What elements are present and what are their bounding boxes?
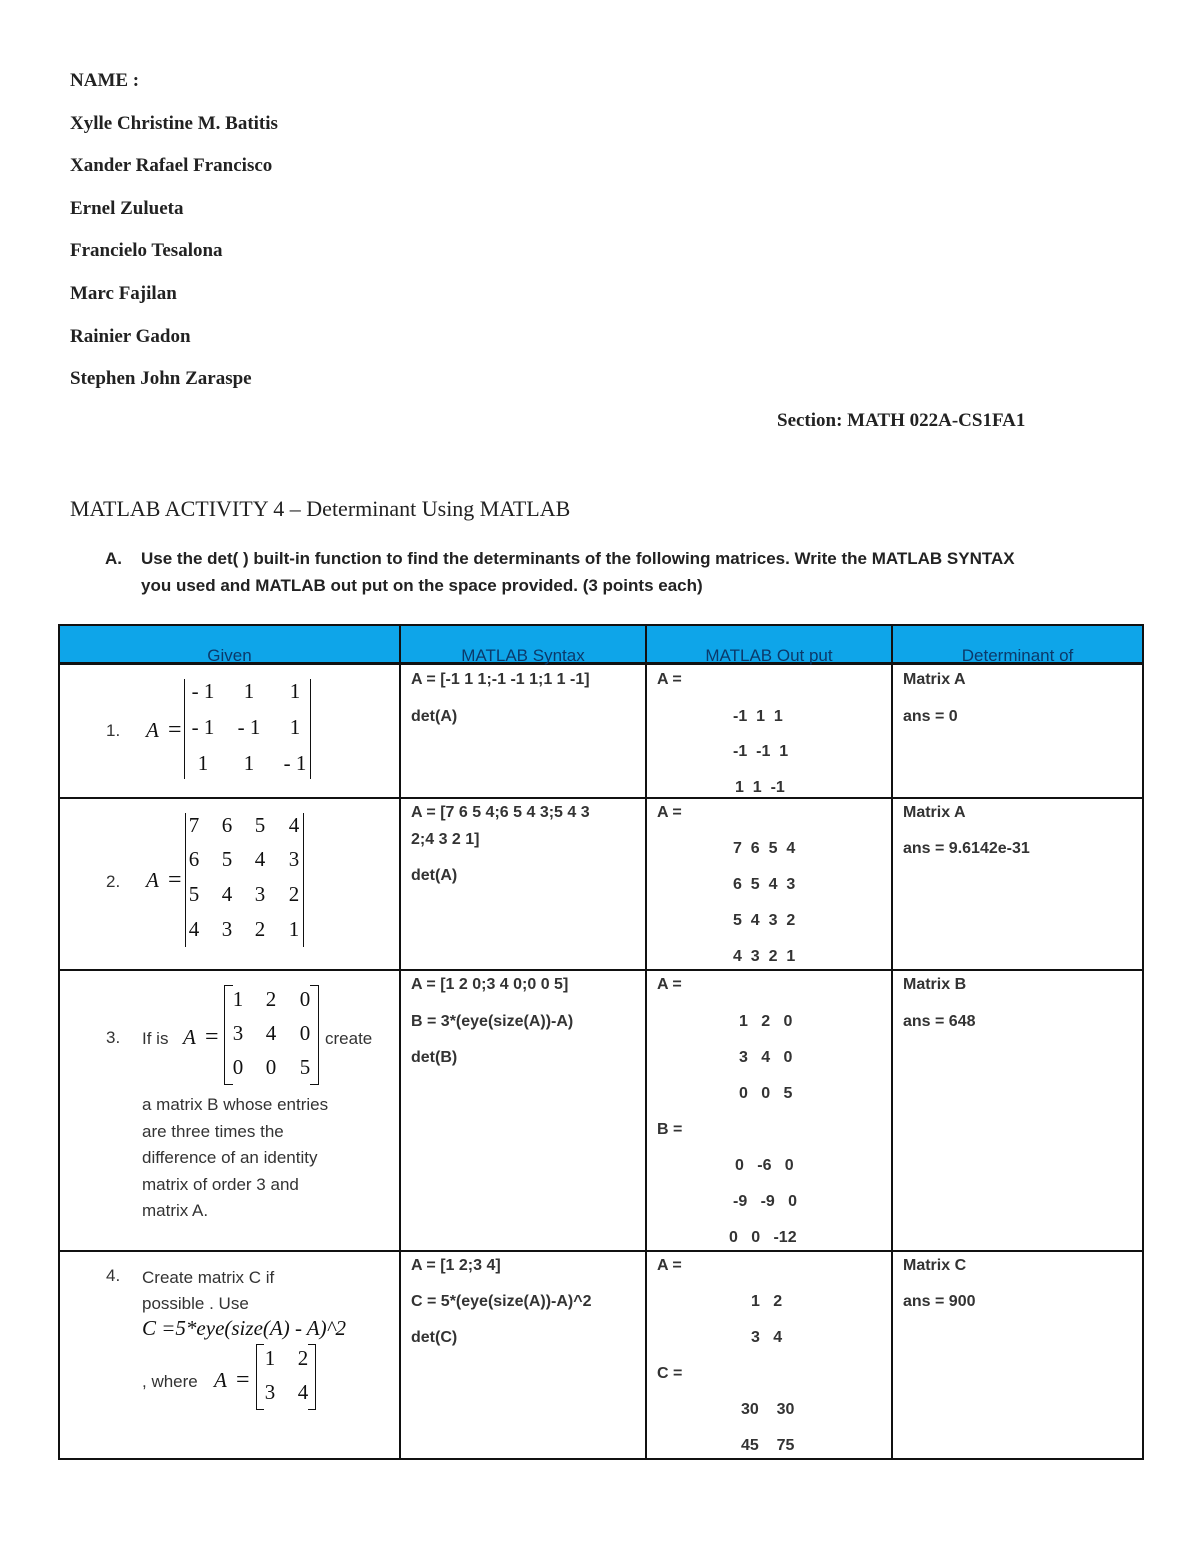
given-cell	[60, 799, 399, 969]
syntax-line: B = 3*(eye(size(A))-A)	[411, 1013, 574, 1030]
member-name: Ernel Zulueta	[70, 197, 184, 219]
determinant-cell	[893, 1252, 1142, 1458]
syntax-line: det(A)	[411, 867, 458, 884]
table-row	[59, 664, 1143, 799]
equals-sign: =	[236, 1367, 250, 1393]
syntax-line: A = [7 6 5 4;6 5 4 3;5 4 3	[411, 804, 590, 821]
item-number: 1.	[106, 721, 121, 740]
determinant-cell	[893, 665, 1142, 797]
matrix-bracket: 1 2 0 3 4 0 0 0 5	[224, 985, 320, 1087]
det-value: ans = 648	[903, 1013, 976, 1030]
member-name: Xylle Christine M. Batitis	[70, 112, 278, 134]
det-value: ans = 9.6142e-31	[903, 840, 1030, 857]
matrix-var: A	[146, 718, 159, 742]
table-row	[59, 798, 1143, 970]
det-label: Matrix A	[903, 671, 966, 688]
member-list	[70, 68, 278, 409]
det-value: ans = 0	[903, 708, 958, 725]
matrix-bracket: 1 2 3 4	[256, 1344, 320, 1414]
det-label: Matrix B	[903, 976, 967, 993]
syntax-cell	[401, 799, 645, 969]
determinant-matrix: 7 6 5 4 6 5 4 3 5 4 3 2 4 3 2 1	[185, 813, 305, 963]
syntax-line: C = 5*(eye(size(A))-A)^2	[411, 1293, 592, 1310]
matrix-var: A	[146, 868, 159, 892]
syntax-line: A = [1 2;3 4]	[411, 1257, 501, 1274]
output-cell: A = 1 2 0 3 4 0 0 0 5 B = 0 -6 0 -9 -9 0 0 0 -12	[657, 976, 798, 1246]
given-cell	[60, 665, 399, 797]
syntax-line: det(C)	[411, 1329, 458, 1346]
instruction	[105, 545, 1135, 599]
member-name: Francielo Tesalona	[70, 240, 223, 262]
header-output: MATLAB Out put	[646, 625, 892, 664]
syntax-line: A = [-1 1 1;-1 -1 1;1 1 -1]	[411, 671, 590, 688]
where-label: , where	[142, 1372, 198, 1391]
matrix-var: A	[183, 1025, 196, 1049]
section-label: Section: MATH 022A-CS1FA1	[777, 410, 1026, 431]
det-value: ans = 900	[903, 1293, 976, 1310]
member-name: Rainier Gadon	[70, 325, 191, 347]
det-label: Matrix C	[903, 1257, 967, 1274]
given-prefix: If is	[142, 1029, 169, 1048]
answer-table	[58, 624, 1144, 1460]
syntax-cell	[401, 665, 645, 797]
table-row	[59, 970, 1143, 1251]
item-number: 4.	[106, 1266, 121, 1285]
matrix-var: A	[214, 1368, 227, 1392]
name-label: NAME :	[70, 70, 140, 91]
item-number: 3.	[106, 1028, 121, 1047]
instruction-line-1: Use the det( ) built-in function to find the determinants of the following matrices. Write the MATLAB SYNTAX	[141, 549, 1015, 568]
syntax-line: det(A)	[411, 708, 458, 725]
equals-sign: =	[168, 867, 182, 893]
determinant-matrix: - 1 1 1 - 1 - 1 1 1 1 - 1	[184, 679, 314, 789]
header-determinant: Determinant of	[892, 625, 1143, 664]
member-name: Stephen John Zaraspe	[70, 368, 252, 390]
determinant-cell	[893, 971, 1142, 1250]
syntax-cell	[401, 1252, 645, 1458]
syntax-line: det(B)	[411, 1049, 458, 1066]
page-title: MATLAB ACTIVITY 4 – Determinant Using MATLAB	[70, 496, 571, 521]
given-cell	[60, 1252, 399, 1458]
given-description: Create matrix C if possible . Use	[142, 1268, 275, 1313]
table-header-row	[59, 625, 1143, 664]
output-cell: A = 7 6 5 4 6 5 4 3 5 4 3 2 4 3 2 1	[657, 804, 796, 965]
det-label: Matrix A	[903, 804, 966, 821]
given-suffix: create	[325, 1029, 373, 1048]
member-name: Marc Fajilan	[70, 282, 177, 304]
equals-sign: =	[168, 717, 182, 743]
member-name: Xander Rafael Francisco	[70, 155, 273, 177]
given-cell	[60, 971, 399, 1250]
syntax-cell	[401, 971, 645, 1250]
item-number: 2.	[106, 872, 121, 891]
instruction-line-2: you used and MATLAB out put on the space provided. (3 points each)	[141, 576, 703, 595]
formula: C =5*eye(size(A) - A)^2	[142, 1316, 346, 1340]
syntax-line: 2;4 3 2 1]	[411, 831, 480, 848]
determinant-cell	[893, 799, 1142, 969]
given-description: a matrix B whose entries are three times the difference of an identity matrix of order 3 and matrix A.	[142, 1095, 329, 1220]
syntax-line: A = [1 2 0;3 4 0;0 0 5]	[411, 976, 569, 993]
output-cell: A = 1 2 3 4 C = 30 30 45 75	[657, 1257, 795, 1454]
header-given: Given	[59, 625, 400, 664]
output-cell: A = -1 1 1 -1 -1 1 1 1 -1	[657, 671, 789, 796]
header-syntax: MATLAB Syntax	[400, 625, 646, 664]
table-row	[59, 1251, 1143, 1459]
equals-sign: =	[205, 1024, 219, 1050]
instruction-letter: A.	[105, 549, 122, 568]
